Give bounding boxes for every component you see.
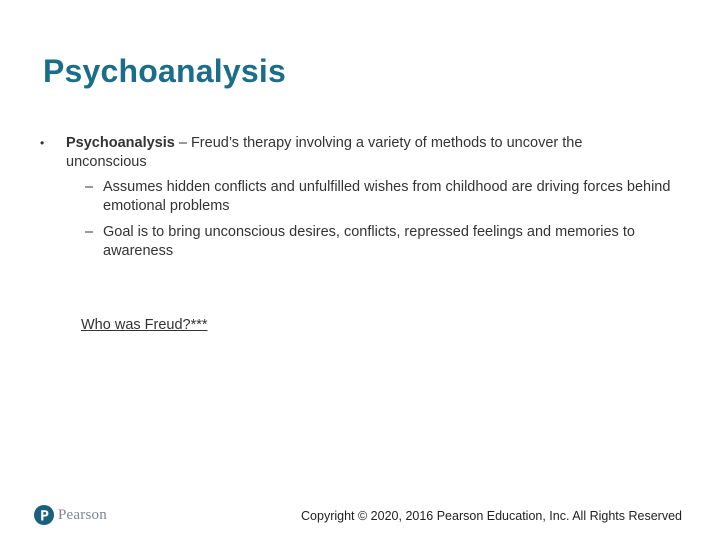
bullet-marker: •	[40, 136, 45, 150]
bullet-term: Psychoanalysis	[66, 135, 175, 151]
slide-title: Psychoanalysis	[43, 53, 286, 89]
pearson-wordmark: Pearson	[58, 506, 107, 523]
bullet-definition: – Freud’s therapy involving a variety of methods to uncover the unconscious	[66, 135, 583, 170]
sub-bullet-text: Assumes hidden conflicts and unfulfilled wishes from childhood are driving forces behind emotional problems	[103, 179, 671, 214]
pearson-logo-icon	[34, 505, 54, 525]
main-bullet	[40, 134, 660, 172]
sub-bullet-marker: –	[85, 224, 94, 240]
copyright-notice: Copyright © 2020, 2016 Pearson Education, Inc. All Rights Reserved	[301, 509, 682, 523]
sub-bullet	[85, 223, 685, 261]
main-bullet-content	[66, 134, 660, 172]
sub-bullet-marker: –	[85, 179, 94, 195]
who-was-freud-link[interactable]: Who was Freud?***	[81, 317, 208, 333]
sub-bullet	[85, 178, 685, 216]
pearson-logo	[34, 505, 107, 525]
sub-bullet-text: Goal is to bring unconscious desires, conflicts, repressed feelings and memories to awareness	[103, 224, 635, 259]
